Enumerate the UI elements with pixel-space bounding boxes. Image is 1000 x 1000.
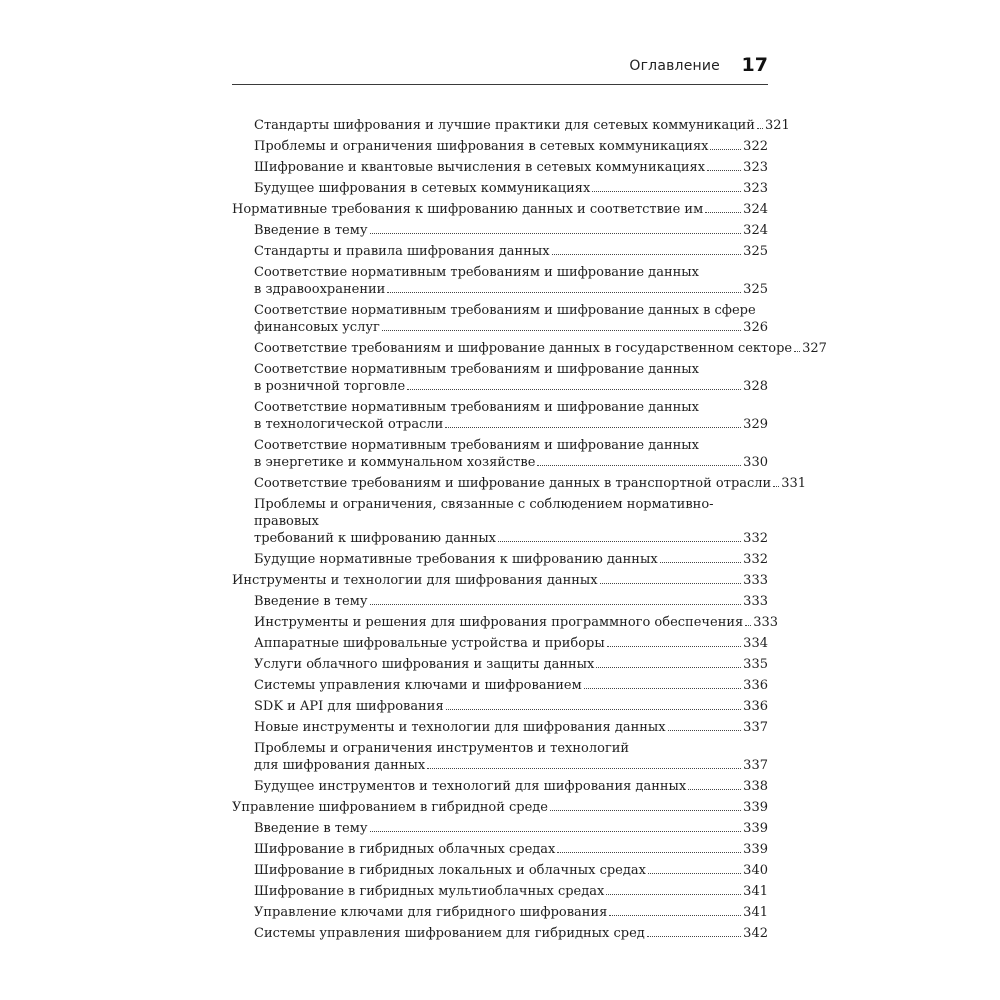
toc-entry-page: 324 — [743, 223, 768, 238]
toc-entry-title: Соответствие требованиям и шифрование данных в транспортной отрасли — [254, 476, 772, 491]
toc-entry-title: Проблемы и ограничения шифрования в сетевых коммуникациях — [254, 139, 709, 154]
toc-entry-title: Шифрование в гибридных локальных и облачных средах — [254, 863, 646, 878]
toc-entry-row — [254, 677, 768, 694]
toc-entry-title-line: Соответствие нормативным требованиям и шифрование данных — [254, 400, 699, 415]
toc-entry-title: Будущие нормативные требования к шифрованию данных — [254, 552, 658, 567]
toc-subsection-entry — [232, 778, 768, 795]
toc-entry-page: 332 — [743, 531, 768, 546]
toc-subsection-entry — [232, 496, 768, 547]
toc-entry-title: Стандарты шифрования и лучшие практики для сетевых коммуникаций — [254, 118, 755, 133]
header-page-number: 17 — [741, 54, 768, 76]
toc-subsection-entry — [232, 841, 768, 858]
toc-subsection-entry — [232, 399, 768, 433]
dot-leader — [498, 541, 741, 542]
dot-leader — [705, 212, 741, 213]
toc-entry-page: 324 — [743, 202, 768, 217]
toc-entry-page: 333 — [743, 573, 768, 588]
dot-leader — [596, 667, 741, 668]
toc-entry-title-line: Проблемы и ограничения инструментов и технологий — [254, 741, 630, 756]
toc-entry-row — [254, 117, 790, 134]
toc-entry-page: 325 — [743, 244, 768, 259]
dot-leader — [688, 789, 741, 790]
toc-entry-page: 339 — [743, 842, 768, 857]
toc-entry-row — [254, 378, 768, 395]
toc-entry-title: Управление ключами для гибридного шифрования — [254, 905, 608, 920]
toc-entry-page: 336 — [743, 678, 768, 693]
toc-entry-title: для шифрования данных — [254, 758, 426, 773]
toc-subsection-entry — [232, 138, 768, 155]
toc-entry-title: в здравоохранении — [254, 282, 386, 297]
toc-entry-page: 330 — [743, 455, 768, 470]
toc-subsection-entry — [232, 159, 768, 176]
toc-subsection-entry — [232, 635, 768, 652]
toc-entry-row — [254, 319, 768, 336]
toc-entry-title: в энергетике и коммунальном хозяйстве — [254, 455, 536, 470]
toc-entry-page: 339 — [743, 821, 768, 836]
toc-entry-title: требований к шифрованию данных — [254, 531, 496, 546]
toc-entry-page: 341 — [743, 884, 768, 899]
dot-leader — [600, 583, 742, 584]
toc-entry-title: Аппаратные шифровальные устройства и приборы — [254, 636, 605, 651]
dot-leader — [710, 149, 741, 150]
toc-entry-title-line: Соответствие нормативным требованиям и шифрование данных — [254, 265, 699, 280]
toc-entry-title: Шифрование в гибридных облачных средах — [254, 842, 556, 857]
dot-leader — [707, 170, 741, 171]
toc-entry-title-line: Соответствие нормативным требованиям и шифрование данных в сфере — [254, 303, 756, 318]
dot-leader — [557, 852, 741, 853]
dot-leader — [370, 233, 742, 234]
toc-subsection-entry — [232, 551, 768, 568]
toc-entry-page: 341 — [743, 905, 768, 920]
toc-entry-row — [254, 281, 768, 298]
toc-entry-page: 342 — [743, 926, 768, 941]
toc-entry-row — [254, 475, 807, 492]
toc-entry-title: Инструменты и решения для шифрования программного обеспечения — [254, 615, 744, 630]
toc-entry-row — [254, 778, 768, 795]
toc-entry-page: 325 — [743, 282, 768, 297]
dot-leader — [382, 330, 741, 331]
dot-leader — [550, 810, 741, 811]
toc-entry-title: в технологической отрасли — [254, 417, 444, 432]
toc-entry-row — [254, 656, 768, 673]
toc-entry-page: 323 — [743, 181, 768, 196]
toc-entry-title: Управление шифрованием в гибридной среде — [232, 800, 548, 815]
toc-subsection-entry — [232, 740, 768, 774]
toc-subsection-entry — [232, 656, 768, 673]
toc-entry-row — [254, 454, 768, 471]
toc-subsection-entry — [232, 117, 790, 134]
toc-entry-title: Шифрование в гибридных мультиоблачных средах — [254, 884, 605, 899]
toc-entry-row — [254, 340, 827, 357]
toc-entry-page: 337 — [743, 720, 768, 735]
dot-leader — [592, 191, 741, 192]
toc-subsection-entry — [232, 593, 768, 610]
toc-entry-page: 321 — [764, 118, 790, 133]
dot-leader — [387, 292, 741, 293]
toc-entry-title: Введение в тему — [254, 821, 368, 836]
toc-entry-page: 337 — [743, 758, 768, 773]
toc-entry-page: 335 — [743, 657, 768, 672]
dot-leader — [370, 831, 742, 832]
toc-entry-page: 328 — [743, 379, 768, 394]
toc-entry-row — [254, 862, 768, 879]
dot-leader — [648, 873, 741, 874]
toc-subsection-entry — [232, 264, 768, 298]
dot-leader — [537, 465, 741, 466]
toc-entry-title: Шифрование и квантовые вычисления в сетевых коммуникациях — [254, 160, 706, 175]
toc-subsection-entry — [232, 925, 768, 942]
toc-entry-row — [232, 201, 768, 218]
toc-subsection-entry — [232, 719, 768, 736]
toc-entry-row — [254, 841, 768, 858]
dot-leader — [607, 646, 741, 647]
dot-leader — [647, 936, 741, 937]
toc-entry-page: 323 — [743, 160, 768, 175]
dot-leader — [609, 915, 741, 916]
toc-subsection-entry — [232, 180, 768, 197]
dot-leader — [370, 604, 742, 605]
toc-entry-title: Системы управления шифрованием для гибридных сред — [254, 926, 645, 941]
toc-entry-row — [254, 719, 768, 736]
dot-leader — [446, 709, 742, 710]
dot-leader — [668, 730, 742, 731]
dot-leader — [794, 351, 800, 352]
toc-entry-row — [232, 799, 768, 816]
toc-entry-page: 338 — [743, 779, 768, 794]
toc-entry-title: Услуги облачного шифрования и защиты данных — [254, 657, 595, 672]
toc-entry-page: 334 — [743, 636, 768, 651]
dot-leader — [427, 768, 741, 769]
dot-leader — [606, 894, 741, 895]
toc-entry-title: Инструменты и технологии для шифрования данных — [232, 573, 598, 588]
toc-entry-title: Новые инструменты и технологии для шифрования данных — [254, 720, 666, 735]
toc-entry-row — [254, 593, 768, 610]
toc-entry-page: 326 — [743, 320, 768, 335]
toc-subsection-entry — [232, 302, 768, 336]
dot-leader — [445, 427, 741, 428]
toc-subsection-entry — [232, 614, 779, 631]
toc-entry-row — [254, 925, 768, 942]
toc-entry-row — [254, 551, 768, 568]
toc-entry-title: Стандарты и правила шифрования данных — [254, 244, 550, 259]
toc-entry-row — [254, 904, 768, 921]
toc-entry-row — [254, 416, 768, 433]
toc-entry-page: 333 — [753, 615, 779, 630]
dot-leader — [745, 625, 751, 626]
toc-entry-row — [254, 614, 779, 631]
toc-entry-row — [254, 243, 768, 260]
toc-section-entry — [232, 572, 768, 589]
toc-entry-row — [254, 635, 768, 652]
toc-entry-row — [254, 883, 768, 900]
toc-entry-title: Введение в тему — [254, 594, 368, 609]
toc-section-entry — [232, 799, 768, 816]
toc-entry-page: 332 — [743, 552, 768, 567]
toc-entry-row — [254, 138, 768, 155]
toc-entry-row — [254, 180, 768, 197]
toc-subsection-entry — [232, 475, 807, 492]
toc-entry-row — [254, 698, 768, 715]
toc-subsection-entry — [232, 862, 768, 879]
toc-subsection-entry — [232, 820, 768, 837]
toc-subsection-entry — [232, 883, 768, 900]
dot-leader — [757, 128, 763, 129]
toc-subsection-entry — [232, 698, 768, 715]
toc-entry-title: Будущее шифрования в сетевых коммуникациях — [254, 181, 591, 196]
dot-leader — [584, 688, 741, 689]
dot-leader — [660, 562, 742, 563]
dot-leader — [773, 486, 779, 487]
toc-entry-title-line: Проблемы и ограничения, связанные с соблюдением нормативно-правовых — [254, 497, 714, 529]
toc-entry-page: 336 — [743, 699, 768, 714]
toc-entry-page: 329 — [743, 417, 768, 432]
toc-entry-title: Введение в тему — [254, 223, 368, 238]
toc-entry-title: SDK и API для шифрования — [254, 699, 444, 714]
toc-entry-page: 331 — [781, 476, 807, 491]
toc-entry-row — [254, 159, 768, 176]
toc-entry-row — [254, 530, 768, 547]
dot-leader — [407, 389, 741, 390]
toc-subsection-entry — [232, 243, 768, 260]
toc-entry-title-line: Соответствие нормативным требованиям и шифрование данных — [254, 362, 699, 377]
toc-entry-page: 339 — [743, 800, 768, 815]
toc-entry-title-line: Соответствие нормативным требованиям и шифрование данных — [254, 438, 699, 453]
toc-section-entry — [232, 201, 768, 218]
toc-subsection-entry — [232, 437, 768, 471]
toc-entry-title: Системы управления ключами и шифрованием — [254, 678, 582, 693]
table-of-contents — [232, 117, 827, 946]
toc-subsection-entry — [232, 677, 768, 694]
toc-entry-title: Соответствие требованиям и шифрование данных в государственном секторе — [254, 341, 793, 356]
toc-entry-page: 322 — [743, 139, 768, 154]
running-header — [232, 56, 768, 85]
toc-entry-page: 333 — [743, 594, 768, 609]
toc-subsection-entry — [232, 904, 768, 921]
dot-leader — [552, 254, 742, 255]
toc-entry-row — [254, 820, 768, 837]
toc-entry-page: 327 — [802, 341, 827, 356]
toc-entry-row — [254, 757, 768, 774]
toc-entry-title: Будущее инструментов и технологий для шифрования данных — [254, 779, 687, 794]
toc-entry-row — [232, 572, 768, 589]
header-title: Оглавление — [629, 58, 720, 74]
toc-entry-title: Нормативные требования к шифрованию данных и соответствие им — [232, 202, 704, 217]
toc-entry-page: 340 — [743, 863, 768, 878]
toc-entry-title: в розничной торговле — [254, 379, 406, 394]
toc-subsection-entry — [232, 361, 768, 395]
toc-entry-title: финансовых услуг — [254, 320, 380, 335]
toc-subsection-entry — [232, 222, 768, 239]
toc-subsection-entry — [232, 340, 827, 357]
toc-entry-row — [254, 222, 768, 239]
